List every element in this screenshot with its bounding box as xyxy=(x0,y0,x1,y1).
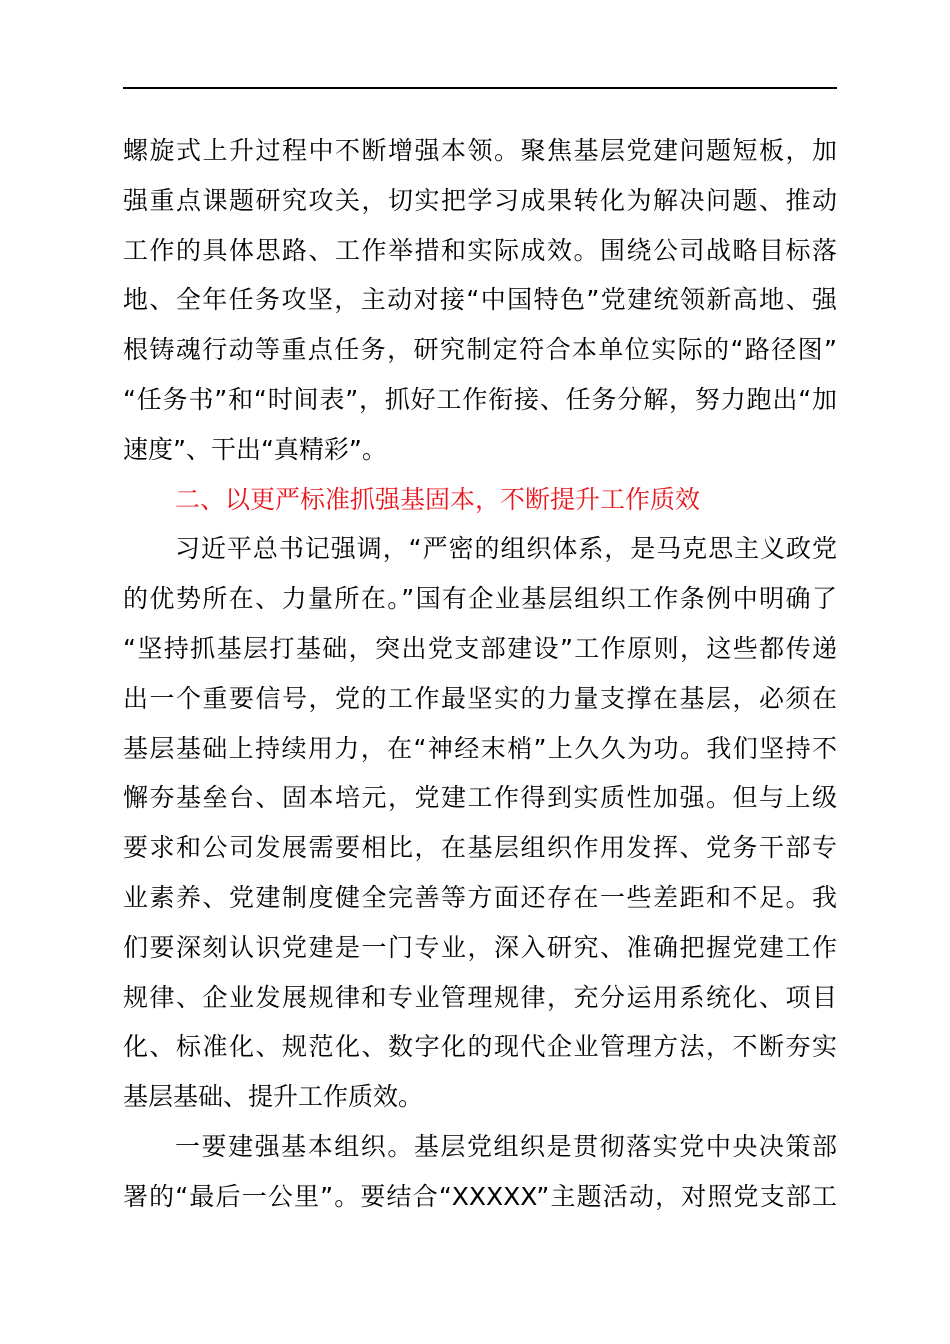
text-line: 螺旋式上升过程中不断增强本领。聚焦基层党建问题短板，加 xyxy=(123,136,837,165)
text-line: 强重点课题研究攻关，切实把学习成果转化为解决问题、推动 xyxy=(123,185,837,215)
text-line: 们要深刻认识党建是一门专业，深入研究、准确把握党建工作 xyxy=(123,932,837,962)
text-line: “坚持抓基层打基础，突出党支部建设”工作原则，这些都传递 xyxy=(123,633,837,663)
document-body xyxy=(123,126,837,1222)
text-line: 出一个重要信号，党的工作最坚实的力量支撑在基层，必须在 xyxy=(123,683,837,713)
text-line: 要求和公司发展需要相比，在基层组织作用发挥、党务干部专 xyxy=(123,833,837,863)
text-line: 规律、企业发展规律和专业管理规律，充分运用系统化、项目 xyxy=(123,982,837,1012)
text-line: 一要建强基本组织。基层党组织是贯彻落实党中央决策部 xyxy=(175,1131,837,1161)
section-heading: 二、以更严标准抓强基固本，不断提升工作质效 xyxy=(175,484,701,514)
text-line: 根铸魂行动等重点任务，研究制定符合本单位实际的“路径图” xyxy=(123,335,837,365)
text-line: 基层基础上持续用力，在“神经末梢”上久久为功。我们坚持不 xyxy=(123,733,837,763)
text-line: “任务书”和“时间表”，抓好工作衔接、任务分解，努力跑出“加 xyxy=(123,384,837,414)
paragraph-2 xyxy=(123,524,837,1122)
text-line: 基层基础、提升工作质效。 xyxy=(123,1082,424,1112)
text-line: 署的“最后一公里”。要结合“XXXXX”主题活动，对照党支部工 xyxy=(123,1181,837,1211)
text-line: 速度”、干出“真精彩”。 xyxy=(123,434,387,464)
text-line: 地、全年任务攻坚，主动对接“中国特色”党建统领新高地、强 xyxy=(123,285,837,315)
text-line: 习近平总书记强调，“严密的组织体系，是马克思主义政党 xyxy=(175,534,837,564)
text-line: 的优势所在、力量所在。”国有企业基层组织工作条例中明确了 xyxy=(123,584,837,614)
header-rule xyxy=(123,87,837,89)
text-line: 懈夯基垒台、固本培元，党建工作得到实质性加强。但与上级 xyxy=(123,783,837,813)
text-line: 工作的具体思路、工作举措和实际成效。围绕公司战略目标落 xyxy=(123,235,837,265)
paragraph-3 xyxy=(123,1122,837,1222)
text-line: 化、标准化、规范化、数字化的现代企业管理方法，不断夯实 xyxy=(123,1032,837,1062)
paragraph-1 xyxy=(123,126,837,475)
text-line: 业素养、党建制度健全完善等方面还存在一些差距和不足。我 xyxy=(123,882,837,912)
